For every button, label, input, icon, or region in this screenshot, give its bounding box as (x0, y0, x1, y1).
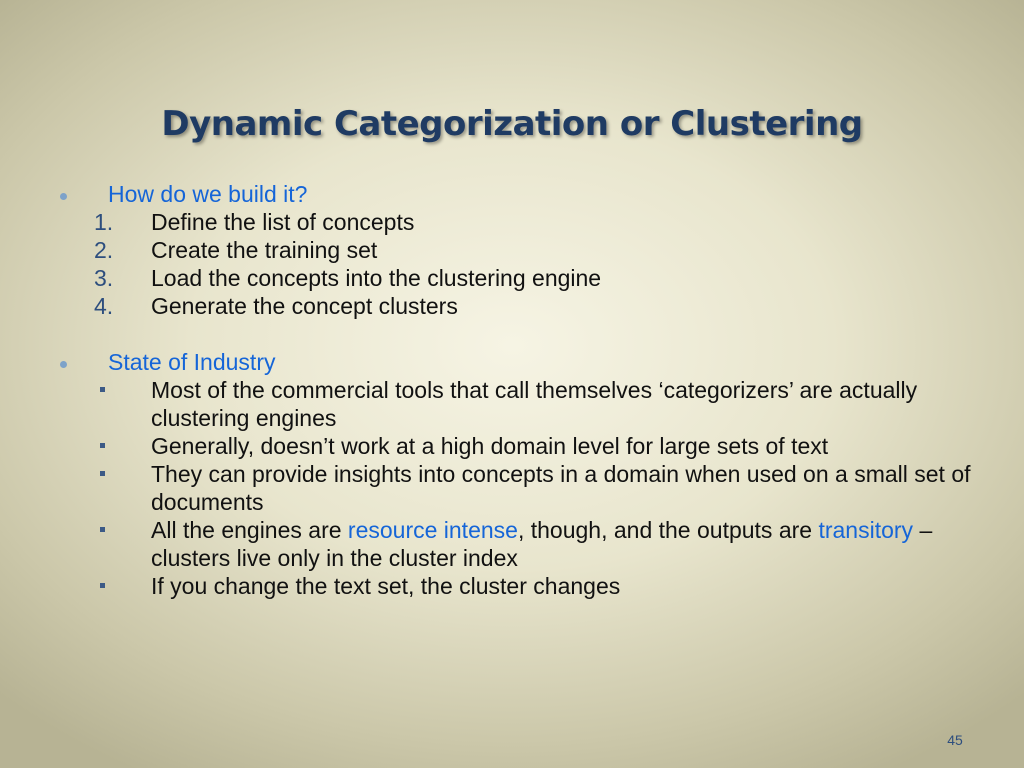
square-bullet-icon (100, 471, 105, 476)
slide-body (56, 180, 986, 600)
square-bullet-icon (100, 583, 105, 588)
square-bullet-icon (100, 527, 105, 532)
square-bullet-icon (100, 443, 105, 448)
item-text: Generate the concept clusters (151, 293, 458, 319)
numbered-item (56, 236, 986, 264)
highlight-text: resource intense (347, 517, 518, 543)
section-state-of-industry (56, 348, 986, 600)
square-bullet-icon (100, 387, 105, 392)
page-number: 45 (947, 732, 963, 748)
section-heading: How do we build it? (108, 181, 308, 207)
item-text: Create the training set (151, 237, 378, 263)
bullet-heading-row (56, 348, 986, 376)
item-text: They can provide insights into concepts in a domain when used on a small set of documents (151, 461, 971, 515)
item-text: Define the list of concepts (151, 209, 415, 235)
bullet-item (56, 516, 986, 572)
item-text-part: , though, and the outputs are (517, 517, 819, 543)
item-number: 2. (94, 237, 114, 263)
bullet-item (56, 460, 986, 516)
slide-title: Dynamic Categorization or Clustering (161, 104, 863, 144)
item-number: 4. (94, 293, 114, 319)
highlight-text: transitory (818, 517, 914, 543)
bullet-heading-row (56, 180, 986, 208)
numbered-item (56, 264, 986, 292)
bullet-item (56, 376, 986, 432)
item-text: Generally, doesn’t work at a high domain level for large sets of text (151, 433, 829, 459)
item-text: If you change the text set, the cluster changes (151, 573, 621, 599)
section-how-to-build (56, 180, 986, 320)
numbered-item (56, 292, 986, 320)
bullet-item (56, 572, 986, 600)
item-text: Most of the commercial tools that call themselves ‘categorizers’ are actually clustering engines (151, 377, 918, 431)
item-text: Load the concepts into the clustering engine (151, 265, 602, 291)
item-text-part: – clusters live only in the cluster index (151, 517, 933, 571)
numbered-item (56, 208, 986, 236)
bullet-dot-icon (60, 361, 67, 368)
bullet-item (56, 432, 986, 460)
item-number: 3. (94, 265, 114, 291)
bullet-dot-icon (60, 193, 67, 200)
section-heading: State of Industry (108, 349, 276, 375)
item-number: 1. (94, 209, 114, 235)
item-text-part: All the engines are (151, 517, 348, 543)
